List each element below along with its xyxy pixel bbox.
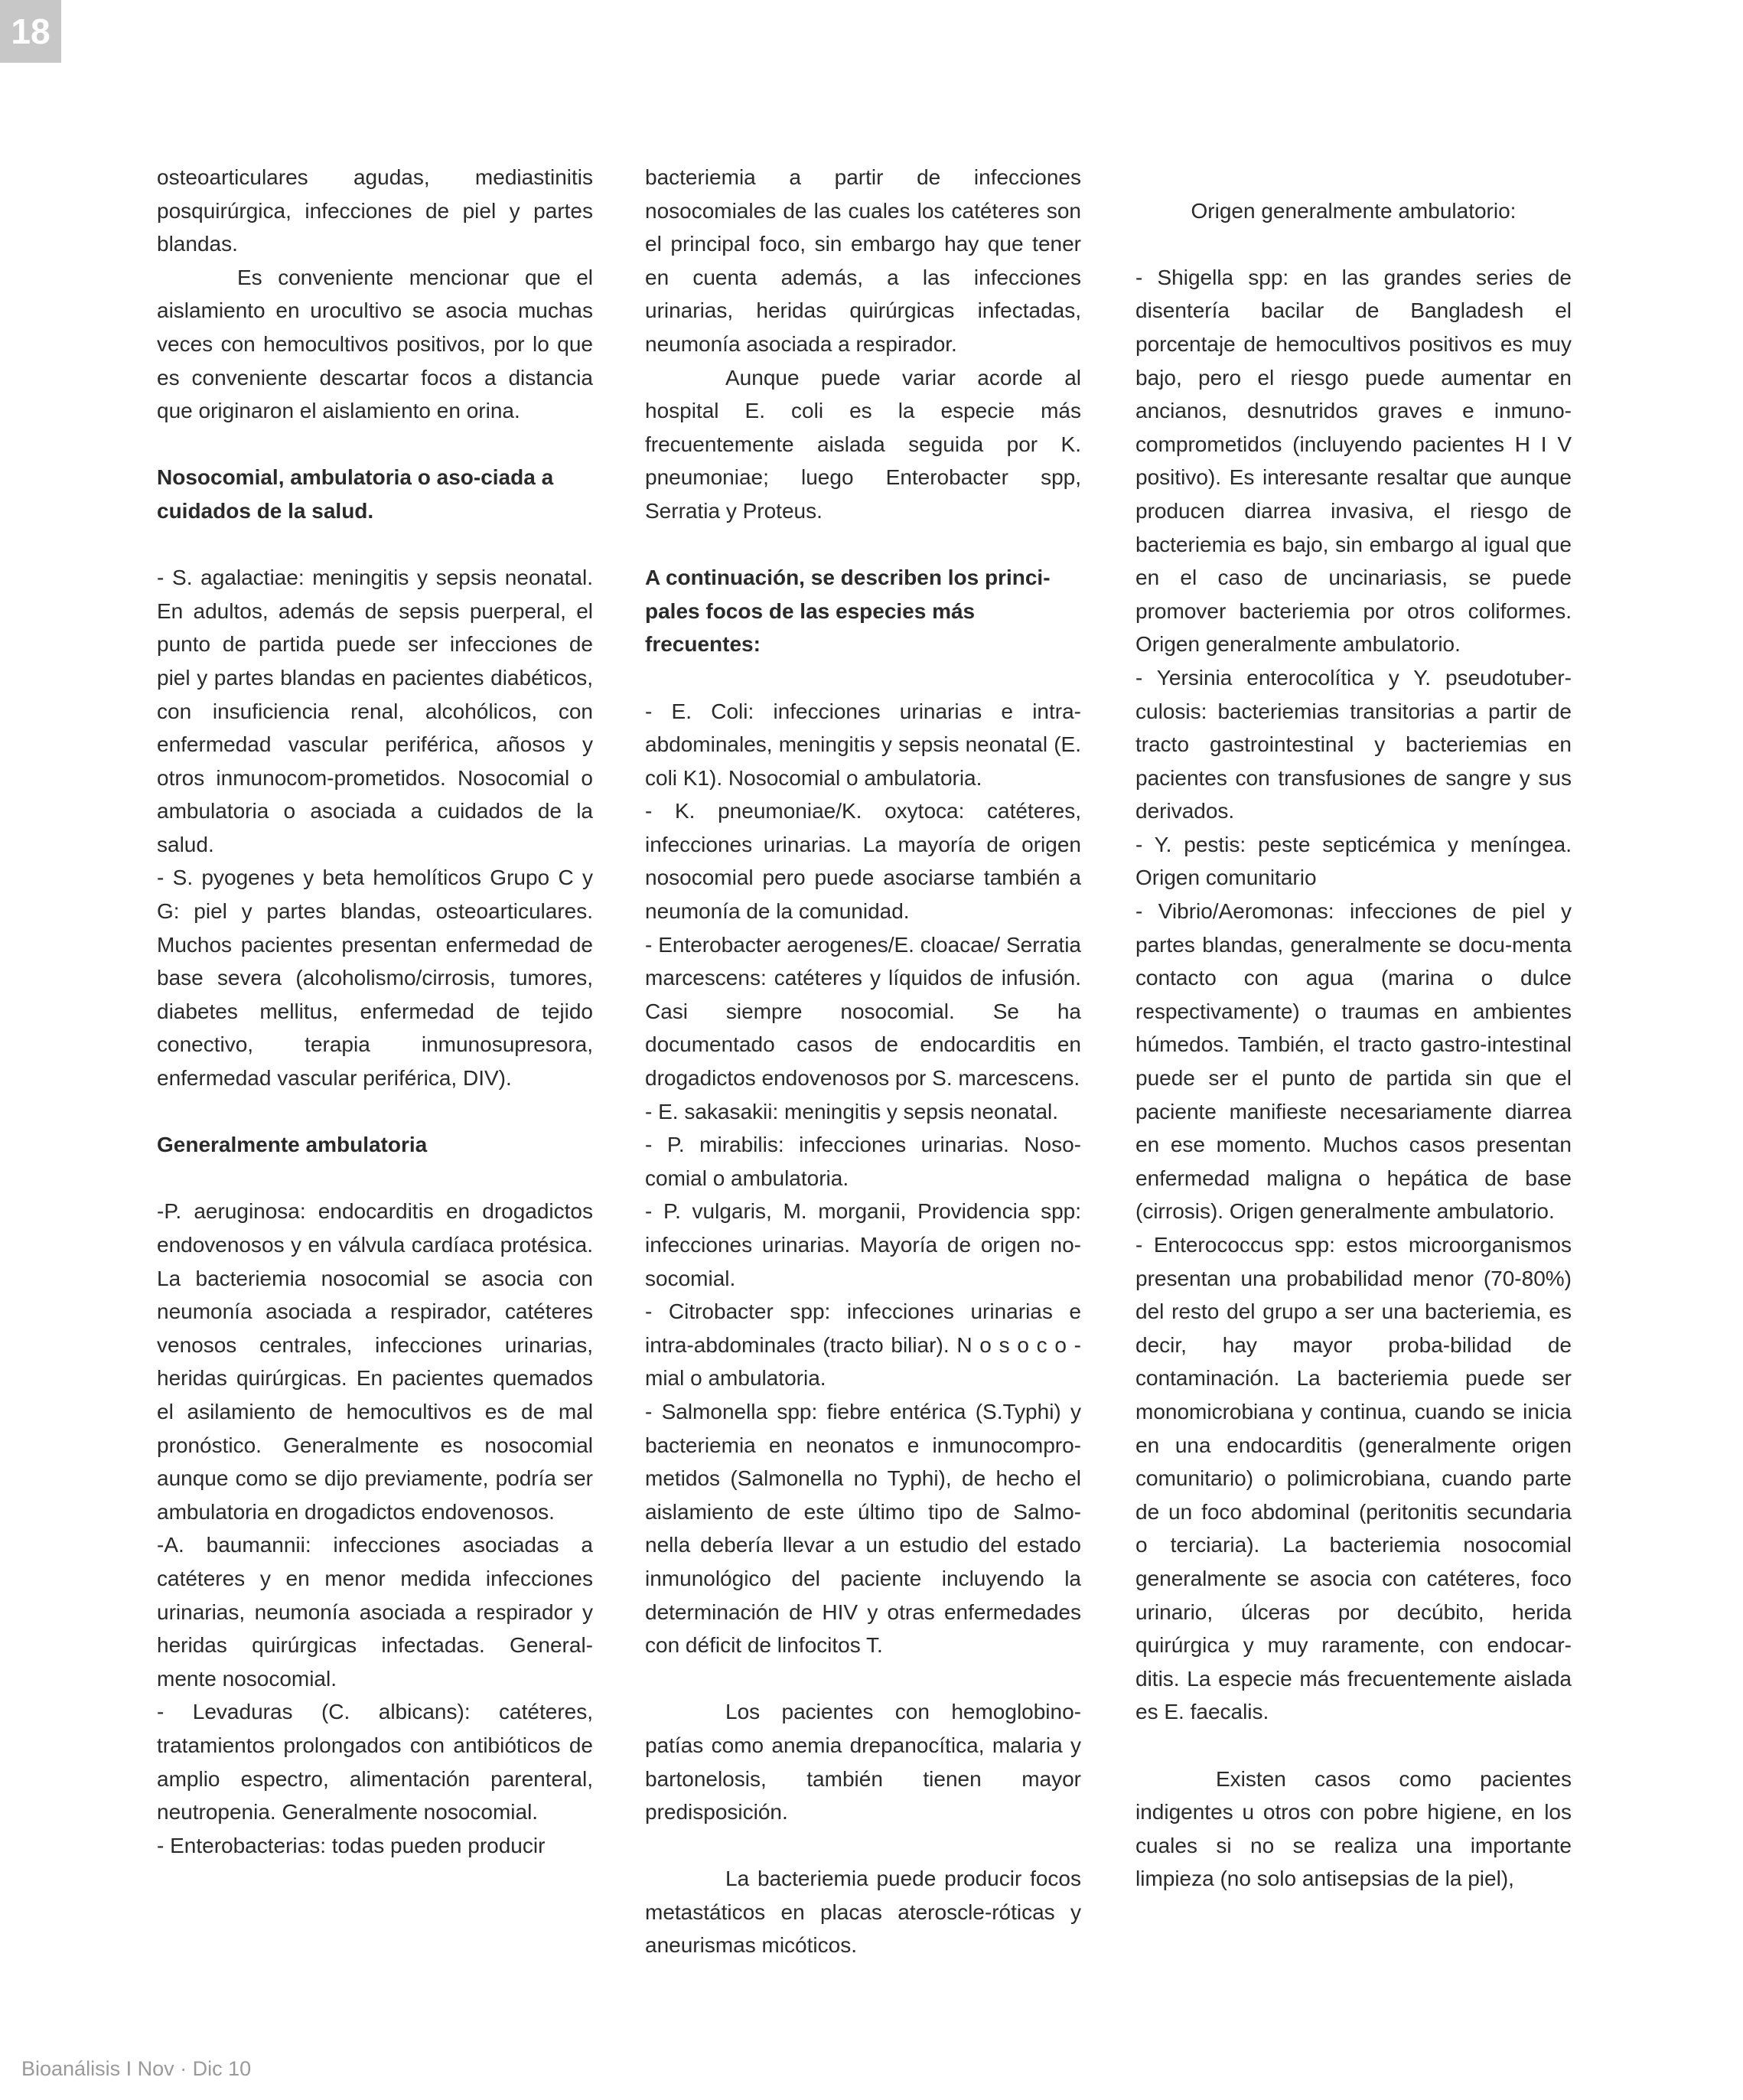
paragraph: -P. aeruginosa: endocarditis en drogadictos endovenosos y en válvula cardíaca protésica. La bacteriemia nosocomial se asocia con neumonía asociada a respirador, catéteres venosos centrales, infecciones urinarias, heridas quirúrgicas. En pacientes quemados el asilamiento de hemocultivos es de mal pronóstico. Generalmente es nosocomial aunque como se dijo previamente, podría ser ambulatoria en drogadictos endovenosos. <box>157 1199 593 1524</box>
paragraph-spacer <box>157 428 593 461</box>
paragraph: - K. pneumoniae/K. oxytoca: catéteres, infecciones urinarias. La mayoría de origen nosocomial pero puede asociarse también a neumonía de la comunidad. <box>645 799 1081 924</box>
paragraph-spacer <box>1135 1729 1572 1762</box>
paragraph: osteoarticulares agudas, mediastinitis posquirúrgica, infecciones de piel y partes blandas. <box>157 165 593 256</box>
paragraph: - Enterobacter aerogenes/E. cloacae/ Serratia marcescens: catéteres y líquidos de infusión. Casi siempre nosocomial. Se ha documentado casos de endocarditis en drogadictos endovenosos por S. marcescens. <box>645 932 1081 1091</box>
paragraph-spacer <box>157 1162 593 1195</box>
paragraph: Los pacientes con hemoglobino-patías como anemia drepanocítica, malaria y bartonelosis, también tienen mayor predisposición. <box>645 1700 1081 1824</box>
paragraph: - Enterobacterias: todas pueden producir <box>157 1833 546 1857</box>
paragraph: La bacteriemia puede producir focos metastáticos en placas ateroscle-róticas y aneurismas micóticos. <box>645 1867 1081 1958</box>
paragraph: - E. Coli: infecciones urinarias e intra-abdominales, meningitis y sepsis neonatal (E. coli K1). Nosocomial o ambulatoria. <box>645 699 1081 790</box>
paragraph: - S. agalactiae: meningitis y sepsis neonatal. En adultos, además de sepsis puerperal, el punto de partida puede ser infecciones de piel y partes blandas en pacientes diabéticos, con insuficiencia renal, alcohólicos, con enfermedad vascular periférica, añosos y otros inmunocom-prometidos. Nosocomial o ambulatoria o asociada a cuidados de la salud. <box>157 566 593 856</box>
paragraph: Existen casos como pacientes indigentes u otros con pobre higiene, en los cuales si no se realiza una importante limpieza (no solo antisepsias de la piel), <box>1135 1766 1572 1891</box>
paragraph: - Salmonella spp: fiebre entérica (S.Typhi) y bacteriemia en neonatos e inmunocompro-metidos (Salmonella no Typhi), de hecho el aislamiento de este último tipo de Salmo-nella debería llevar a un estudio del estado inmunológico del paciente incluyendo la determinación de HIV y otras enfermedades con déficit de linfocitos T. <box>645 1399 1081 1658</box>
paragraph-spacer <box>157 528 593 562</box>
paragraph-spacer <box>1135 161 1572 194</box>
paragraph: bacteriemia a partir de infecciones nosocomiales de las cuales los catéteres son el principal foco, sin embargo hay que tener en cuenta además, a las infecciones urinarias, heridas quirúrgicas infectadas, neumonía asociada a respirador. <box>645 165 1081 356</box>
paragraph-spacer <box>645 1829 1081 1863</box>
paragraph: - Citrobacter spp: infecciones urinarias e intra-abdominales (tracto biliar). N o s o c o - mial o ambulatoria. <box>645 1299 1081 1391</box>
paragraph: - Levaduras (C. albicans): catéteres, tratamientos prolongados con antibióticos de amplio espectro, alimentación parenteral, neutropenia. Generalmente nosocomial. <box>157 1700 593 1824</box>
footer-publication: Bioanálisis I Nov · Dic 10 <box>21 2057 252 2080</box>
section-heading: Nosocomial, ambulatoria o aso-ciada a cuidados de la salud. <box>157 465 554 523</box>
paragraph: - Enterococcus spp: estos microorganismos presentan una probabilidad menor (70-80%) del resto del grupo a ser una bacteriemia, es decir, hay mayor proba-bilidad de contaminación. La bacteriemia puede ser monomicrobiana y continua, cuando se inicia en una endocarditis (generalmente origen comunitario) o polimicrobiana, cuando parte de un foco abdominal (peritonitis secundaria o terciaria). La bacteriemia nosocomial generalmente se asocia con catéteres, foco urinario, úlceras por decúbito, herida quirúrgica y muy raramente, con endocar-ditis. La especie más frecuentemente aislada es E. faecalis. <box>1135 1233 1572 1724</box>
paragraph-spacer <box>1135 227 1572 261</box>
page-number-badge: 18 <box>0 0 61 63</box>
text-column-3 <box>1135 161 1572 1896</box>
paragraph: - Y. pestis: peste septicémica y meníngea. Origen comunitario <box>1135 832 1572 890</box>
paragraph: -A. baumannii: infecciones asociadas a catéteres y en menor medida infecciones urinarias, neumonía asociada a respirador y heridas quirúrgicas infectadas. General-mente nosocomial. <box>157 1533 593 1691</box>
paragraph-spacer <box>157 1095 593 1129</box>
paragraph: Aunque puede variar acorde al hospital E. coli es la especie más frecuentemente aislada seguida por K. pneumoniae; luego Enterobacter spp, Serratia y Proteus. <box>645 365 1081 523</box>
paragraph-spacer <box>645 1662 1081 1696</box>
section-heading: A continuación, se describen los princi-pales focos de las especies más frecuentes: <box>645 566 1051 657</box>
paragraph: - Vibrio/Aeromonas: infecciones de piel y partes blandas, generalmente se docu-menta contacto con agua (marina o dulce respectivamente) o traumas en ambientes húmedos. También, el tracto gastro-intestinal puede ser el punto de partida sin que el paciente manifieste necesariamente diarrea en ese momento. Muchos casos presentan enfermedad maligna o hepática de base (cirrosis). Origen generalmente ambulatorio. <box>1135 899 1572 1224</box>
paragraph-spacer <box>645 661 1081 695</box>
paragraph: - Yersinia enterocolítica y Y. pseudotuber-culosis: bacteriemias transitorias a partir de tracto gastrointestinal y bacteriemias en pacientes con transfusiones de sangre y sus derivados. <box>1135 665 1572 823</box>
paragraph: Es conveniente mencionar que el aislamiento en urocultivo se asocia muchas veces con hemocultivos positivos, por lo que es conveniente descartar focos a distancia que originaron el aislamiento en orina. <box>157 265 593 423</box>
paragraph: - P. mirabilis: infecciones urinarias. Noso-comial o ambulatoria. <box>645 1133 1081 1190</box>
paragraph: - E. sakasakii: meningitis y sepsis neonatal. <box>645 1099 1059 1123</box>
paragraph: - P. vulgaris, M. morganii, Providencia spp: infecciones urinarias. Mayoría de origen no-socomial. <box>645 1199 1081 1290</box>
paragraph: - S. pyogenes y beta hemolíticos Grupo C y G: piel y partes blandas, osteoarticulares. Muchos pacientes presentan enfermedad de base severa (alcoholismo/cirrosis, tumores, diabetes mellitus, enfermedad de tejido conectivo, terapia inmunosupresora, enfermedad vascular periférica, DIV). <box>157 866 593 1091</box>
paragraph-spacer <box>645 528 1081 562</box>
paragraph: - Shigella spp: en las grandes series de disentería bacilar de Bangladesh el porcentaje de hemocultivos positivos es muy bajo, pero el riesgo puede aumentar en ancianos, desnutridos graves e inmuno-comprometidos (incluyendo pacientes H I V positivo). Es interesante resaltar que aunque producen diarrea invasiva, el riesgo de bacteriemia es bajo, sin embargo al igual que en el caso de uncinariasis, se puede promover bacteriemia por otros coliformes. Origen generalmente ambulatorio. <box>1135 265 1572 657</box>
paragraph: Origen generalmente ambulatorio: <box>1191 198 1517 223</box>
text-column-2 <box>645 161 1081 1962</box>
text-column-1 <box>157 161 593 1862</box>
section-heading: Generalmente ambulatoria <box>157 1133 428 1157</box>
